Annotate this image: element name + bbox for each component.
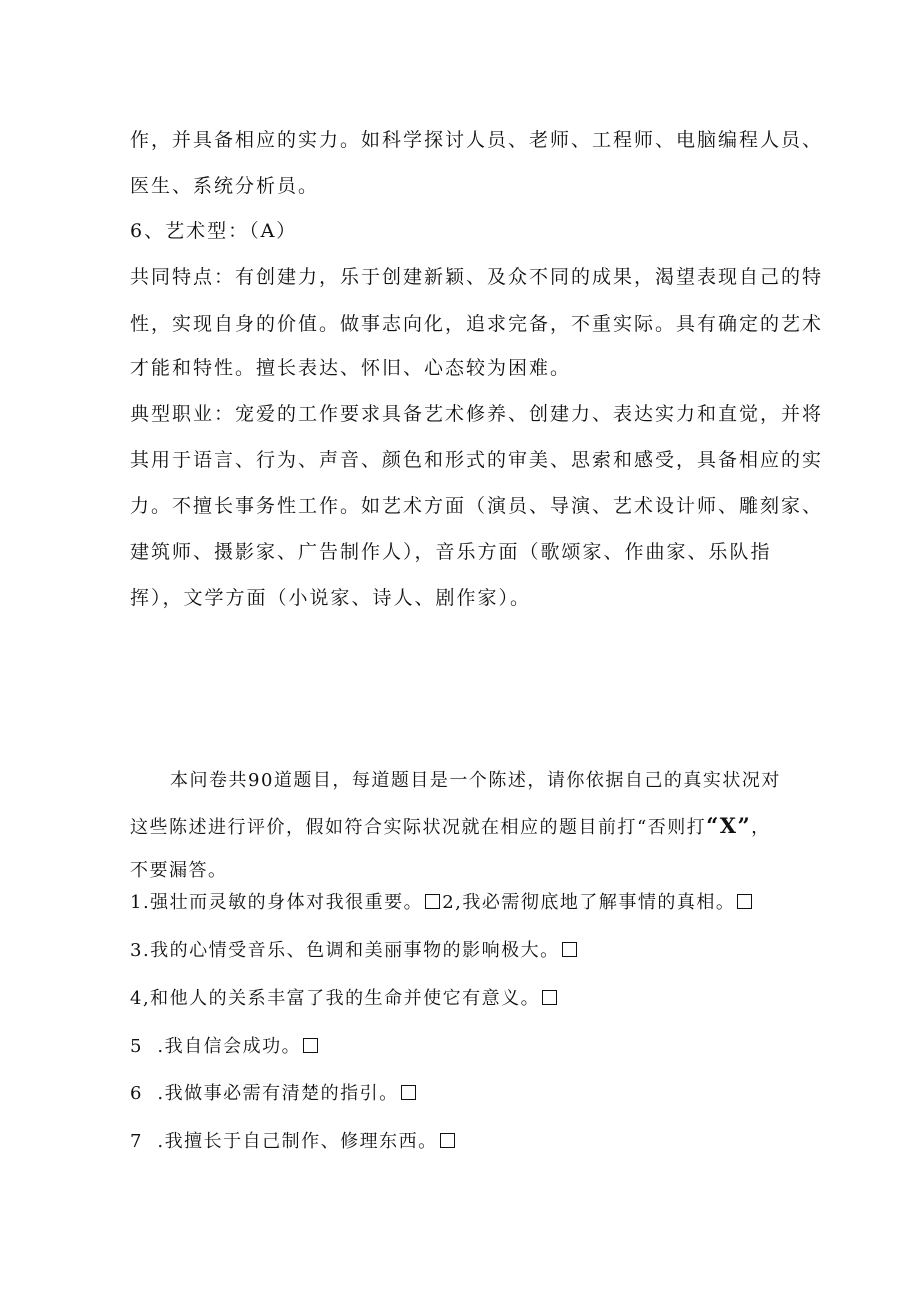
question-row xyxy=(130,1129,457,1155)
traits-line: 共同特点：有创建力，乐于创建新颖、及众不同的成果，渴望表现自己的特 xyxy=(130,266,824,288)
question-row xyxy=(130,1034,320,1060)
instructions-line: 本问卷共90道题目，每道题目是一个陈述，请你依据自己的真实状况对 xyxy=(170,770,781,791)
answer-checkbox[interactable] xyxy=(542,990,557,1005)
jobs-line: 建筑师、摄影家、广告制作人），音乐方面（歌颂家、作曲家、乐队指 xyxy=(130,541,772,563)
question-text: 1.强壮而灵敏的身体对我很重要。 xyxy=(130,892,424,913)
jobs-line: 挥），文学方面（小说家、诗人、剧作家）。 xyxy=(130,587,532,609)
question-text: 2,我必需彻底地了解事情的真相。 xyxy=(442,892,736,913)
question-row xyxy=(130,986,559,1012)
question-text: 6 .我做事必需有清楚的指引。 xyxy=(130,1083,399,1104)
paragraph-line: 医生、系统分析员。 xyxy=(130,175,320,197)
jobs-line: 典型职业：宠爱的工作要求具备艺术修养、创建力、表达实力和直觉，并将 xyxy=(130,403,824,425)
instructions-text: ， xyxy=(751,817,771,838)
answer-checkbox[interactable] xyxy=(562,942,577,957)
instructions-line xyxy=(130,813,771,841)
question-row xyxy=(130,1081,418,1107)
section-heading: 6、艺术型：（A） xyxy=(130,220,298,242)
paragraph-line: 作，并具备相应的实力。如科学探讨人员、老师、工程师、电脑编程人员、 xyxy=(130,129,824,151)
question-text: 5 .我自信会成功。 xyxy=(130,1036,302,1057)
question-row xyxy=(130,890,754,916)
question-text: 4,和他人的关系丰富了我的生命并使它有意义。 xyxy=(130,988,541,1009)
question-row xyxy=(130,938,579,964)
jobs-line: 其用于语言、行为、声音、颜色和形式的审美、思索和感受，具备相应的实 xyxy=(130,449,824,471)
instructions-line: 不要漏答。 xyxy=(130,860,228,881)
x-mark-quote: “X” xyxy=(706,813,752,838)
question-text: 7 .我擅长于自己制作、修理东西。 xyxy=(130,1131,438,1152)
answer-checkbox[interactable] xyxy=(401,1085,416,1100)
answer-checkbox[interactable] xyxy=(737,894,752,909)
traits-line: 性，实现自身的价值。做事志向化，追求完备，不重实际。具有确定的艺术 xyxy=(130,313,824,335)
traits-line: 才能和特性。擅长表达、怀旧、心态较为困难。 xyxy=(130,357,572,379)
instructions-text: 这些陈述进行评价，假如符合实际状况就在相应的题目前打“否则打 xyxy=(130,817,707,838)
question-text: 3.我的心情受音乐、色调和美丽事物的影响极大。 xyxy=(130,940,560,961)
answer-checkbox[interactable] xyxy=(425,894,440,909)
answer-checkbox[interactable] xyxy=(303,1038,318,1053)
jobs-line: 力。不擅长事务性工作。如艺术方面（演员、导演、艺术设计师、雕刻家、 xyxy=(130,495,824,517)
answer-checkbox[interactable] xyxy=(440,1133,455,1148)
